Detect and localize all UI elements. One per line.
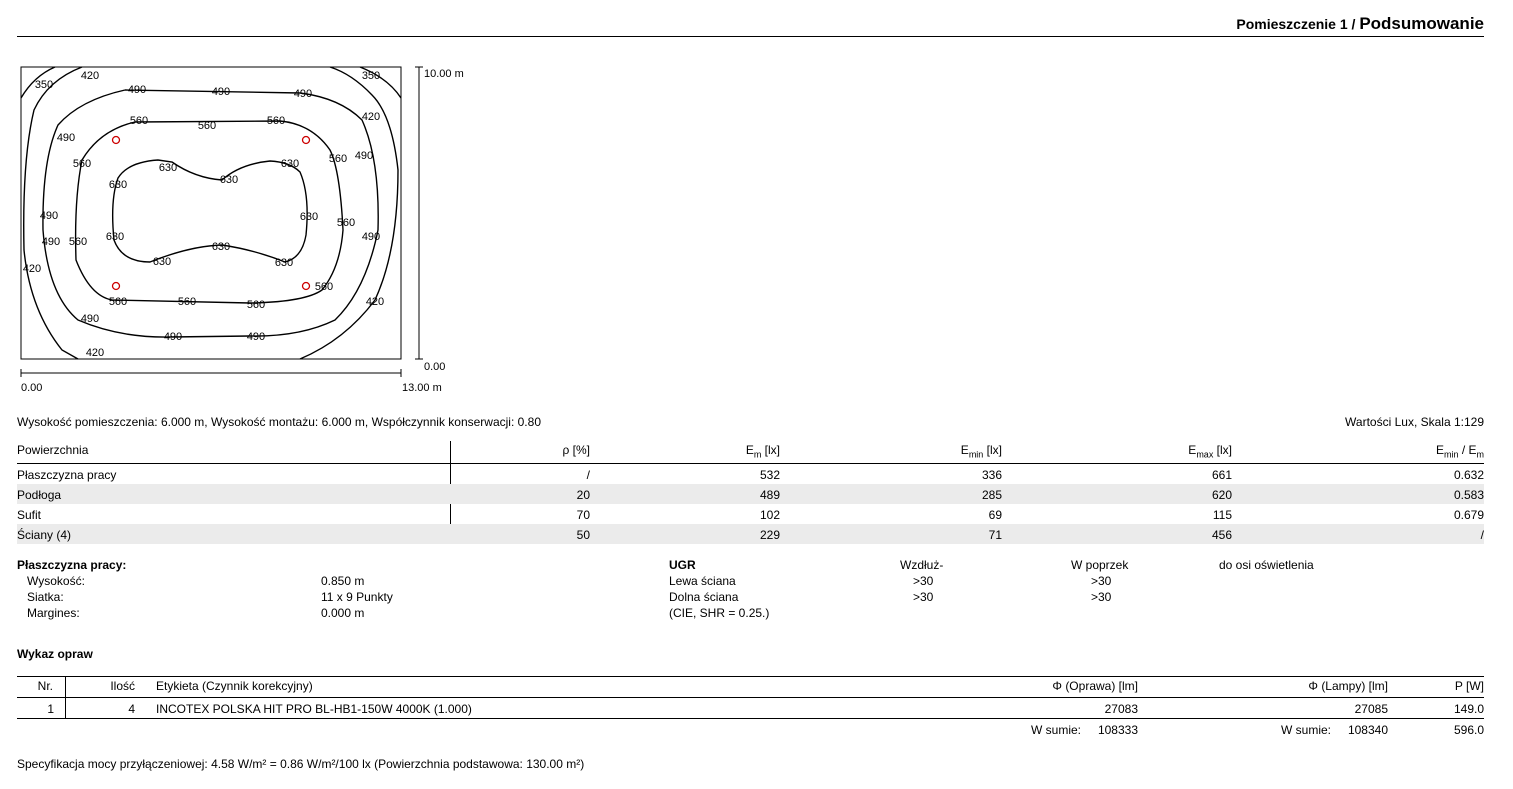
workplane-title: Płaszczyzna pracy: — [17, 558, 127, 572]
workplane-value: 0.850 m — [321, 574, 365, 588]
svg-text:490: 490 — [80, 313, 100, 325]
svg-text:490: 490 — [56, 132, 76, 144]
ugr-row-across: >30 — [1091, 574, 1112, 588]
col-emin: $E_{min}$ [lx] — [960, 443, 1002, 460]
ugr-col-across: W poprzek — [1071, 558, 1129, 572]
x-right-label: 13.00 m — [402, 382, 442, 394]
svg-text:630: 630 — [219, 174, 239, 186]
svg-text:420: 420 — [361, 111, 381, 123]
svg-text:560: 560 — [177, 296, 197, 308]
surface-table-header-rule — [17, 463, 1484, 464]
page-title — [1236, 14, 1484, 34]
svg-text:490: 490 — [246, 331, 266, 343]
workplane-label: Wysokość: — [27, 574, 85, 588]
luminaire-marker-3 — [113, 283, 120, 290]
ugr-col-along: Wzdłuż- — [900, 558, 944, 572]
col-ratio: $E_{min} / E_m$ — [1435, 443, 1484, 460]
svg-text:420: 420 — [80, 70, 100, 82]
contour-630 — [113, 160, 307, 262]
sum-label: W sumie: — [1280, 723, 1331, 737]
svg-text:630: 630 — [152, 256, 172, 268]
lum-col-nr: Nr. — [37, 679, 53, 693]
svg-text:630: 630 — [211, 241, 231, 253]
room-info-line: Wysokość pomieszczenia: 6.000 m, Wysokość montażu: 6.000 m, Współczynnik konserwacji: 0.80 — [17, 415, 541, 429]
contour-labels — [23, 70, 384, 359]
svg-text:560: 560 — [129, 115, 149, 127]
svg-text:560: 560 — [68, 236, 88, 248]
ugr-note: (CIE, SHR = 0.25.) — [669, 606, 770, 620]
header-divider — [17, 36, 1484, 37]
room-outline — [21, 67, 401, 359]
y-top-label: 10.00 m — [424, 68, 464, 80]
sum-power: 596.0 — [1453, 723, 1484, 737]
luminaire-marker-2 — [303, 137, 310, 144]
lum-table-bottom-rule — [17, 718, 1484, 719]
workplane-value: 0.000 m — [321, 606, 365, 620]
luminaire-marker-4 — [303, 283, 310, 290]
svg-text:350: 350 — [361, 70, 381, 82]
row-shade — [17, 484, 1484, 504]
svg-text:420: 420 — [365, 296, 385, 308]
svg-text:630: 630 — [280, 158, 300, 170]
lum-col-power: P [W] — [1454, 679, 1484, 693]
lum-table-divider — [65, 676, 66, 718]
sum-flux-lum: 108333 — [1097, 723, 1138, 737]
svg-text:630: 630 — [274, 257, 294, 269]
svg-text:490: 490 — [361, 231, 381, 243]
ugr-row-label: Lewa ściana — [669, 574, 736, 588]
col-rho: ρ [%] — [562, 443, 590, 457]
svg-text:490: 490 — [354, 150, 374, 162]
ugr-title: UGR — [669, 558, 696, 572]
svg-text:490: 490 — [211, 86, 231, 98]
col-emax: $E_{max}$ [lx] — [1188, 443, 1232, 460]
svg-text:560: 560 — [108, 296, 128, 308]
row-shade — [17, 524, 1484, 544]
lum-col-flux-lum: Φ (Oprawa) [lm] — [1052, 679, 1138, 693]
page-title-main: Podsumowanie — [1359, 14, 1484, 33]
svg-text:560: 560 — [314, 281, 334, 293]
workplane-label: Margines: — [27, 606, 80, 620]
isolux-plan — [14, 60, 474, 400]
svg-text:490: 490 — [293, 88, 313, 100]
svg-text:630: 630 — [105, 231, 125, 243]
luminaire-marker-1 — [113, 137, 120, 144]
ugr-row-label: Dolna ściana — [669, 590, 739, 604]
svg-text:630: 630 — [108, 179, 128, 191]
svg-text:560: 560 — [266, 115, 286, 127]
ugr-row-along: >30 — [913, 574, 934, 588]
lum-table-header-rule — [17, 697, 1484, 698]
lum-table-top-rule — [17, 676, 1484, 677]
svg-text:560: 560 — [328, 153, 348, 165]
svg-text:490: 490 — [163, 331, 183, 343]
svg-text:630: 630 — [299, 211, 319, 223]
ugr-row-along: >30 — [913, 590, 934, 604]
svg-text:490: 490 — [39, 210, 59, 222]
svg-text:630: 630 — [158, 162, 178, 174]
svg-text:560: 560 — [246, 299, 266, 311]
sum-flux-lamp: 108340 — [1347, 723, 1388, 737]
col-surface: Powierzchnia — [17, 443, 89, 457]
svg-text:490: 490 — [127, 84, 147, 96]
sum-label: W sumie: — [1030, 723, 1081, 737]
lum-col-flux-lamp: Φ (Lampy) [lm] — [1308, 679, 1388, 693]
svg-text:560: 560 — [197, 120, 217, 132]
col-em: $E_m$ [lx] — [745, 443, 780, 460]
svg-text:490: 490 — [41, 236, 61, 248]
page-title-prefix: Pomieszczenie 1 / — [1236, 16, 1356, 32]
workplane-label: Siatka: — [27, 590, 64, 604]
svg-text:560: 560 — [72, 158, 92, 170]
power-spec-line: Specyfikacja mocy przyłączeniowej: 4.58 W/m² = 0.86 W/m²/100 lx (Powierzchnia podstawowa: 130.00 m²) — [17, 757, 585, 771]
svg-text:560: 560 — [336, 217, 356, 229]
ugr-row-across: >30 — [1091, 590, 1112, 604]
svg-text:350: 350 — [34, 79, 54, 91]
workplane-value: 11 x 9 Punkty — [321, 590, 393, 604]
y-bottom-label: 0.00 — [424, 361, 446, 373]
luminaire-list-title: Wykaz opraw — [17, 647, 93, 661]
lum-col-qty: Ilość — [110, 679, 135, 693]
svg-text:420: 420 — [85, 347, 105, 359]
lum-col-label: Etykieta (Czynnik korekcyjny) — [156, 679, 313, 693]
ugr-col-axis: do osi oświetlenia — [1219, 558, 1314, 572]
svg-text:420: 420 — [22, 263, 42, 275]
scale-info: Wartości Lux, Skala 1:129 — [1345, 415, 1484, 429]
x-left-label: 0.00 — [21, 382, 43, 394]
